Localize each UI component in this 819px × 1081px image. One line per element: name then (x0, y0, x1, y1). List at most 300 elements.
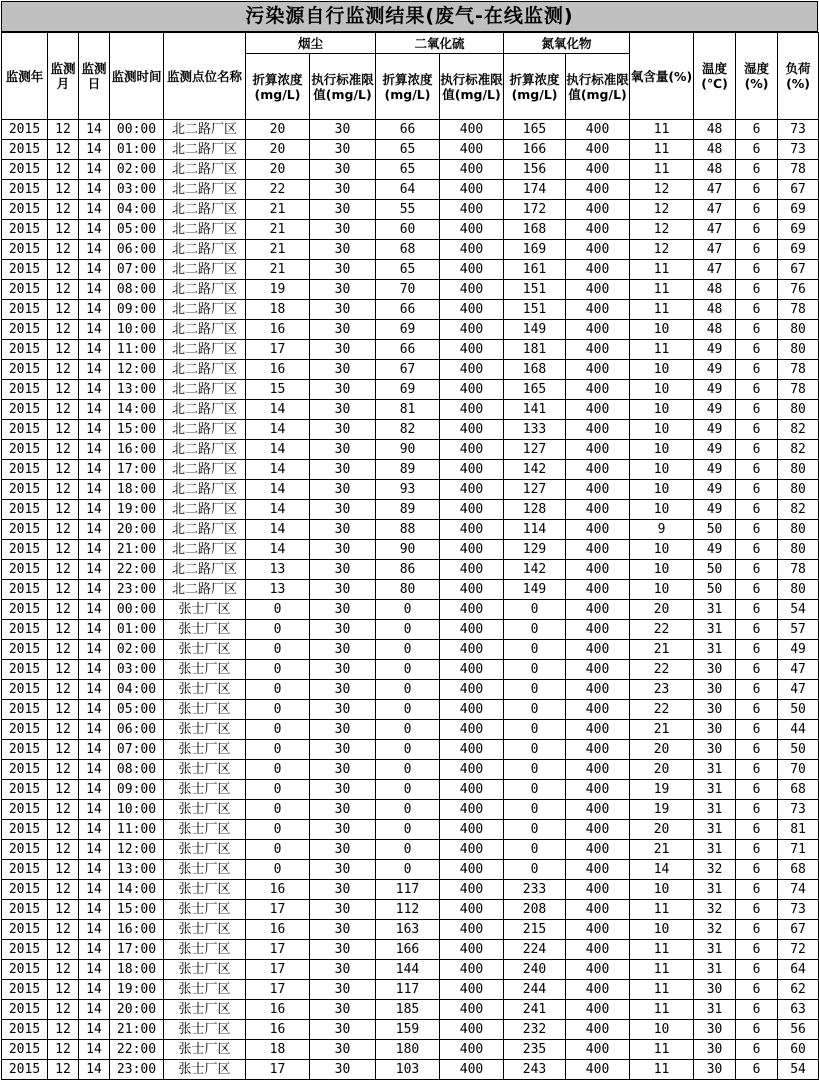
cell-month: 12 (48, 1060, 79, 1080)
cell-so2-conc: 166 (376, 940, 440, 960)
cell-o2: 10 (630, 420, 694, 440)
cell-o2: 12 (630, 220, 694, 240)
cell-time: 23:00 (110, 1060, 164, 1080)
cell-temp: 49 (694, 400, 736, 420)
cell-so2-conc: 112 (376, 900, 440, 920)
cell-so2-conc: 64 (376, 180, 440, 200)
cell-site: 张士厂区 (164, 620, 246, 640)
cell-o2: 10 (630, 460, 694, 480)
cell-humidity: 6 (736, 220, 778, 240)
cell-year: 2015 (2, 520, 48, 540)
cell-load: 78 (778, 360, 819, 380)
cell-smoke-limit: 30 (310, 620, 376, 640)
cell-day: 14 (79, 600, 110, 620)
cell-month: 12 (48, 580, 79, 600)
table-row (2, 820, 819, 840)
cell-time: 02:00 (110, 160, 164, 180)
monitoring-table (1, 32, 819, 1080)
cell-year: 2015 (2, 800, 48, 820)
header-day: 监测日 (79, 33, 110, 120)
cell-day: 14 (79, 440, 110, 460)
cell-time: 07:00 (110, 260, 164, 280)
cell-humidity: 6 (736, 620, 778, 640)
cell-so2-conc: 70 (376, 280, 440, 300)
cell-site: 张士厂区 (164, 740, 246, 760)
cell-month: 12 (48, 540, 79, 560)
cell-smoke-conc: 16 (246, 360, 310, 380)
cell-smoke-limit: 30 (310, 900, 376, 920)
cell-smoke-conc: 0 (246, 640, 310, 660)
cell-temp: 50 (694, 520, 736, 540)
table-row (2, 720, 819, 740)
cell-nox-limit: 400 (566, 280, 630, 300)
cell-site: 北二路厂区 (164, 540, 246, 560)
cell-so2-conc: 0 (376, 600, 440, 620)
cell-nox-conc: 165 (504, 120, 566, 140)
cell-smoke-conc: 0 (246, 780, 310, 800)
cell-smoke-limit: 30 (310, 480, 376, 500)
cell-so2-limit: 400 (440, 320, 504, 340)
cell-temp: 49 (694, 480, 736, 500)
cell-nox-limit: 400 (566, 1020, 630, 1040)
cell-o2: 19 (630, 780, 694, 800)
cell-humidity: 6 (736, 540, 778, 560)
cell-site: 北二路厂区 (164, 440, 246, 460)
table-row (2, 780, 819, 800)
cell-time: 19:00 (110, 500, 164, 520)
cell-time: 15:00 (110, 420, 164, 440)
cell-so2-conc: 67 (376, 360, 440, 380)
cell-site: 张士厂区 (164, 940, 246, 960)
cell-month: 12 (48, 720, 79, 740)
cell-smoke-conc: 14 (246, 480, 310, 500)
cell-time: 10:00 (110, 800, 164, 820)
cell-time: 02:00 (110, 640, 164, 660)
cell-time: 20:00 (110, 1000, 164, 1020)
cell-time: 17:00 (110, 460, 164, 480)
cell-site: 张士厂区 (164, 960, 246, 980)
cell-smoke-limit: 30 (310, 200, 376, 220)
cell-nox-limit: 400 (566, 980, 630, 1000)
cell-so2-conc: 0 (376, 820, 440, 840)
cell-so2-limit: 400 (440, 920, 504, 940)
cell-so2-conc: 68 (376, 240, 440, 260)
cell-smoke-limit: 30 (310, 960, 376, 980)
cell-o2: 11 (630, 1060, 694, 1080)
cell-smoke-limit: 30 (310, 760, 376, 780)
cell-month: 12 (48, 740, 79, 760)
cell-day: 14 (79, 500, 110, 520)
cell-temp: 30 (694, 1040, 736, 1060)
cell-so2-limit: 400 (440, 280, 504, 300)
table-row (2, 1060, 819, 1080)
cell-time: 05:00 (110, 220, 164, 240)
cell-temp: 30 (694, 700, 736, 720)
cell-day: 14 (79, 920, 110, 940)
cell-so2-conc: 144 (376, 960, 440, 980)
cell-humidity: 6 (736, 660, 778, 680)
cell-smoke-conc: 13 (246, 580, 310, 600)
cell-load: 78 (778, 160, 819, 180)
cell-so2-conc: 0 (376, 720, 440, 740)
table-row (2, 660, 819, 680)
cell-temp: 49 (694, 460, 736, 480)
cell-day: 14 (79, 180, 110, 200)
cell-load: 56 (778, 1020, 819, 1040)
table-row (2, 1040, 819, 1060)
cell-smoke-limit: 30 (310, 520, 376, 540)
cell-day: 14 (79, 560, 110, 580)
cell-year: 2015 (2, 260, 48, 280)
table-row (2, 160, 819, 180)
cell-temp: 32 (694, 900, 736, 920)
cell-humidity: 6 (736, 320, 778, 340)
cell-humidity: 6 (736, 360, 778, 380)
cell-time: 14:00 (110, 400, 164, 420)
cell-o2: 10 (630, 320, 694, 340)
cell-so2-limit: 400 (440, 440, 504, 460)
cell-nox-conc: 128 (504, 500, 566, 520)
cell-temp: 31 (694, 760, 736, 780)
header-nox: 氮氧化物 (504, 33, 630, 54)
table-row (2, 560, 819, 580)
cell-humidity: 6 (736, 1060, 778, 1080)
cell-smoke-limit: 30 (310, 240, 376, 260)
cell-so2-limit: 400 (440, 560, 504, 580)
cell-site: 北二路厂区 (164, 400, 246, 420)
cell-smoke-limit: 30 (310, 580, 376, 600)
cell-time: 03:00 (110, 180, 164, 200)
cell-so2-limit: 400 (440, 180, 504, 200)
cell-day: 14 (79, 680, 110, 700)
table-row (2, 700, 819, 720)
cell-year: 2015 (2, 920, 48, 940)
cell-nox-conc: 168 (504, 220, 566, 240)
cell-so2-conc: 88 (376, 520, 440, 540)
cell-smoke-conc: 14 (246, 520, 310, 540)
cell-o2: 12 (630, 240, 694, 260)
cell-humidity: 6 (736, 1000, 778, 1020)
cell-day: 14 (79, 340, 110, 360)
cell-nox-conc: 241 (504, 1000, 566, 1020)
table-row (2, 260, 819, 280)
cell-o2: 22 (630, 660, 694, 680)
cell-year: 2015 (2, 620, 48, 640)
cell-site: 张士厂区 (164, 860, 246, 880)
cell-smoke-conc: 14 (246, 400, 310, 420)
cell-load: 80 (778, 340, 819, 360)
cell-month: 12 (48, 600, 79, 620)
cell-load: 80 (778, 580, 819, 600)
header-time: 监测时间 (110, 33, 164, 120)
cell-temp: 31 (694, 820, 736, 840)
cell-month: 12 (48, 160, 79, 180)
cell-temp: 32 (694, 920, 736, 940)
cell-nox-limit: 400 (566, 540, 630, 560)
cell-o2: 20 (630, 600, 694, 620)
cell-smoke-conc: 14 (246, 500, 310, 520)
cell-smoke-limit: 30 (310, 980, 376, 1000)
cell-year: 2015 (2, 820, 48, 840)
cell-so2-conc: 60 (376, 220, 440, 240)
table-row (2, 760, 819, 780)
cell-temp: 47 (694, 260, 736, 280)
cell-nox-limit: 400 (566, 640, 630, 660)
cell-day: 14 (79, 520, 110, 540)
cell-smoke-conc: 17 (246, 900, 310, 920)
cell-smoke-conc: 15 (246, 380, 310, 400)
cell-so2-limit: 400 (440, 220, 504, 240)
cell-smoke-conc: 0 (246, 760, 310, 780)
cell-smoke-conc: 17 (246, 1060, 310, 1080)
cell-temp: 31 (694, 880, 736, 900)
cell-nox-limit: 400 (566, 520, 630, 540)
cell-nox-limit: 400 (566, 360, 630, 380)
cell-load: 78 (778, 300, 819, 320)
cell-so2-limit: 400 (440, 1020, 504, 1040)
cell-nox-limit: 400 (566, 320, 630, 340)
cell-temp: 31 (694, 840, 736, 860)
cell-temp: 31 (694, 600, 736, 620)
table-row (2, 380, 819, 400)
cell-so2-limit: 400 (440, 600, 504, 620)
cell-load: 67 (778, 920, 819, 940)
cell-so2-limit: 400 (440, 140, 504, 160)
cell-humidity: 6 (736, 880, 778, 900)
cell-nox-limit: 400 (566, 160, 630, 180)
cell-year: 2015 (2, 640, 48, 660)
cell-nox-limit: 400 (566, 1040, 630, 1060)
table-row (2, 420, 819, 440)
cell-load: 80 (778, 540, 819, 560)
cell-so2-limit: 400 (440, 820, 504, 840)
cell-so2-conc: 89 (376, 460, 440, 480)
cell-month: 12 (48, 360, 79, 380)
cell-nox-conc: 0 (504, 780, 566, 800)
cell-month: 12 (48, 900, 79, 920)
cell-load: 76 (778, 280, 819, 300)
cell-so2-limit: 400 (440, 860, 504, 880)
cell-smoke-limit: 30 (310, 380, 376, 400)
cell-day: 14 (79, 140, 110, 160)
cell-humidity: 6 (736, 960, 778, 980)
header-site: 监测点位名称 (164, 33, 246, 120)
cell-nox-conc: 0 (504, 760, 566, 780)
cell-load: 78 (778, 560, 819, 580)
cell-humidity: 6 (736, 860, 778, 880)
cell-year: 2015 (2, 500, 48, 520)
cell-year: 2015 (2, 960, 48, 980)
cell-so2-limit: 400 (440, 200, 504, 220)
cell-smoke-conc: 19 (246, 280, 310, 300)
cell-nox-limit: 400 (566, 440, 630, 460)
cell-so2-limit: 400 (440, 760, 504, 780)
cell-o2: 11 (630, 300, 694, 320)
cell-smoke-conc: 21 (246, 240, 310, 260)
cell-site: 北二路厂区 (164, 280, 246, 300)
cell-time: 16:00 (110, 920, 164, 940)
cell-smoke-conc: 14 (246, 420, 310, 440)
cell-nox-conc: 224 (504, 940, 566, 960)
cell-nox-conc: 129 (504, 540, 566, 560)
cell-month: 12 (48, 1000, 79, 1020)
cell-smoke-limit: 30 (310, 160, 376, 180)
cell-site: 北二路厂区 (164, 520, 246, 540)
table-row (2, 520, 819, 540)
cell-nox-conc: 142 (504, 560, 566, 580)
cell-day: 14 (79, 320, 110, 340)
cell-so2-limit: 400 (440, 680, 504, 700)
cell-humidity: 6 (736, 720, 778, 740)
cell-nox-limit: 400 (566, 940, 630, 960)
header-so2-limit: 执行标准限值(mg/L) (440, 54, 504, 120)
cell-smoke-conc: 16 (246, 920, 310, 940)
cell-humidity: 6 (736, 400, 778, 420)
table-row (2, 740, 819, 760)
cell-month: 12 (48, 980, 79, 1000)
cell-nox-conc: 168 (504, 360, 566, 380)
cell-so2-conc: 93 (376, 480, 440, 500)
cell-nox-limit: 400 (566, 500, 630, 520)
cell-humidity: 6 (736, 200, 778, 220)
cell-month: 12 (48, 660, 79, 680)
header-nox-limit: 执行标准限值(mg/L) (566, 54, 630, 120)
cell-so2-limit: 400 (440, 1000, 504, 1020)
header-nox-conc: 折算浓度(mg/L) (504, 54, 566, 120)
header-smoke-limit: 执行标准限值(mg/L) (310, 54, 376, 120)
cell-so2-conc: 66 (376, 120, 440, 140)
cell-humidity: 6 (736, 340, 778, 360)
cell-day: 14 (79, 580, 110, 600)
cell-so2-conc: 185 (376, 1000, 440, 1020)
cell-o2: 11 (630, 900, 694, 920)
cell-site: 张士厂区 (164, 1040, 246, 1060)
cell-site: 张士厂区 (164, 920, 246, 940)
cell-day: 14 (79, 940, 110, 960)
cell-temp: 48 (694, 160, 736, 180)
cell-month: 12 (48, 140, 79, 160)
cell-site: 北二路厂区 (164, 260, 246, 280)
cell-smoke-conc: 16 (246, 1000, 310, 1020)
table-row (2, 220, 819, 240)
cell-year: 2015 (2, 580, 48, 600)
cell-site: 张士厂区 (164, 1020, 246, 1040)
cell-year: 2015 (2, 280, 48, 300)
cell-nox-conc: 151 (504, 280, 566, 300)
cell-site: 北二路厂区 (164, 300, 246, 320)
cell-nox-limit: 400 (566, 260, 630, 280)
cell-temp: 31 (694, 620, 736, 640)
cell-o2: 10 (630, 560, 694, 580)
cell-nox-limit: 400 (566, 780, 630, 800)
cell-load: 44 (778, 720, 819, 740)
cell-day: 14 (79, 840, 110, 860)
cell-smoke-limit: 30 (310, 320, 376, 340)
cell-site: 张士厂区 (164, 660, 246, 680)
cell-time: 08:00 (110, 760, 164, 780)
cell-smoke-conc: 18 (246, 1040, 310, 1060)
cell-day: 14 (79, 240, 110, 260)
cell-day: 14 (79, 640, 110, 660)
cell-nox-conc: 172 (504, 200, 566, 220)
cell-nox-limit: 400 (566, 880, 630, 900)
header-smoke-conc: 折算浓度(mg/L) (246, 54, 310, 120)
cell-load: 57 (778, 620, 819, 640)
cell-site: 张士厂区 (164, 980, 246, 1000)
cell-smoke-limit: 30 (310, 220, 376, 240)
cell-so2-limit: 400 (440, 800, 504, 820)
cell-so2-limit: 400 (440, 700, 504, 720)
table-row (2, 900, 819, 920)
cell-time: 23:00 (110, 580, 164, 600)
cell-humidity: 6 (736, 600, 778, 620)
cell-month: 12 (48, 260, 79, 280)
cell-year: 2015 (2, 320, 48, 340)
cell-smoke-limit: 30 (310, 180, 376, 200)
cell-time: 18:00 (110, 480, 164, 500)
cell-site: 北二路厂区 (164, 560, 246, 580)
cell-year: 2015 (2, 660, 48, 680)
table-row (2, 500, 819, 520)
cell-year: 2015 (2, 240, 48, 260)
cell-site: 张士厂区 (164, 900, 246, 920)
cell-o2: 19 (630, 800, 694, 820)
cell-temp: 30 (694, 980, 736, 1000)
table-row (2, 800, 819, 820)
cell-year: 2015 (2, 140, 48, 160)
cell-load: 80 (778, 400, 819, 420)
cell-site: 张士厂区 (164, 840, 246, 860)
cell-smoke-limit: 30 (310, 820, 376, 840)
cell-load: 73 (778, 800, 819, 820)
cell-site: 张士厂区 (164, 820, 246, 840)
cell-nox-limit: 400 (566, 580, 630, 600)
cell-smoke-conc: 0 (246, 600, 310, 620)
cell-smoke-limit: 30 (310, 460, 376, 480)
cell-load: 54 (778, 600, 819, 620)
cell-nox-conc: 151 (504, 300, 566, 320)
cell-site: 北二路厂区 (164, 340, 246, 360)
cell-smoke-limit: 30 (310, 500, 376, 520)
cell-smoke-limit: 30 (310, 560, 376, 580)
cell-nox-conc: 0 (504, 800, 566, 820)
cell-smoke-limit: 30 (310, 400, 376, 420)
cell-humidity: 6 (736, 820, 778, 840)
cell-time: 19:00 (110, 980, 164, 1000)
cell-year: 2015 (2, 900, 48, 920)
cell-load: 80 (778, 460, 819, 480)
cell-smoke-conc: 0 (246, 680, 310, 700)
cell-o2: 10 (630, 380, 694, 400)
cell-time: 00:00 (110, 120, 164, 140)
cell-nox-conc: 181 (504, 340, 566, 360)
cell-so2-conc: 0 (376, 740, 440, 760)
cell-smoke-conc: 14 (246, 540, 310, 560)
cell-so2-conc: 0 (376, 840, 440, 860)
cell-nox-limit: 400 (566, 700, 630, 720)
cell-humidity: 6 (736, 1040, 778, 1060)
table-row (2, 940, 819, 960)
cell-temp: 31 (694, 1000, 736, 1020)
cell-month: 12 (48, 620, 79, 640)
cell-nox-conc: 0 (504, 740, 566, 760)
cell-site: 北二路厂区 (164, 200, 246, 220)
cell-month: 12 (48, 340, 79, 360)
cell-so2-conc: 89 (376, 500, 440, 520)
cell-temp: 31 (694, 800, 736, 820)
cell-time: 06:00 (110, 240, 164, 260)
cell-so2-conc: 81 (376, 400, 440, 420)
